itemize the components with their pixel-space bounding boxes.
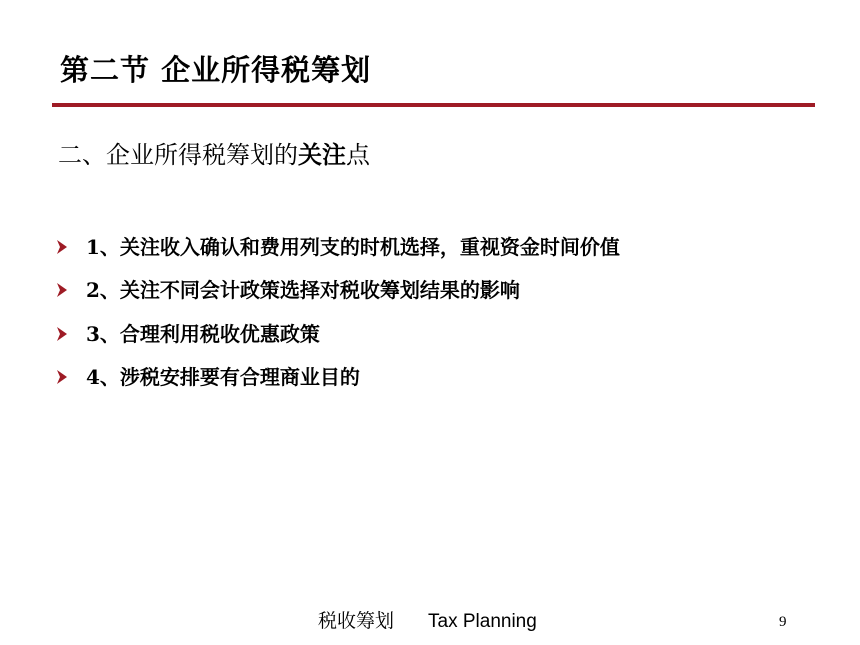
section-heading-prefix: 二、企业所得税筹划的 [58, 141, 298, 169]
bullet-item [52, 225, 620, 269]
bullet-item [52, 269, 620, 313]
bullet-text: 3、合理利用税收优惠政策 [86, 321, 320, 346]
section-heading-highlight: 关注 [298, 141, 346, 169]
arrow-right-icon [52, 237, 86, 257]
bullet-item [52, 356, 620, 400]
arrow-right-icon [52, 324, 86, 344]
bullet-list [52, 225, 620, 399]
section-heading [58, 137, 370, 173]
footer-english: Tax Planning [428, 611, 537, 632]
footer [318, 608, 537, 636]
slide-title: 第二节 企业所得税筹划 [60, 53, 372, 87]
bullet-item [52, 312, 620, 356]
bullet-text: 4、涉税安排要有合理商业目的 [86, 365, 360, 390]
footer-chinese: 税收筹划 [318, 611, 395, 632]
bullet-text: 1、关注收入确认和费用列支的时机选择，重视资金时间价值 [86, 234, 620, 259]
arrow-right-icon [52, 280, 86, 300]
section-heading-suffix: 点 [346, 141, 370, 169]
bullet-text: 2、关注不同会计政策选择对税收筹划结果的影响 [86, 278, 520, 303]
page-number: 9 [779, 614, 787, 630]
title-divider [52, 103, 815, 107]
arrow-right-icon [52, 367, 86, 387]
